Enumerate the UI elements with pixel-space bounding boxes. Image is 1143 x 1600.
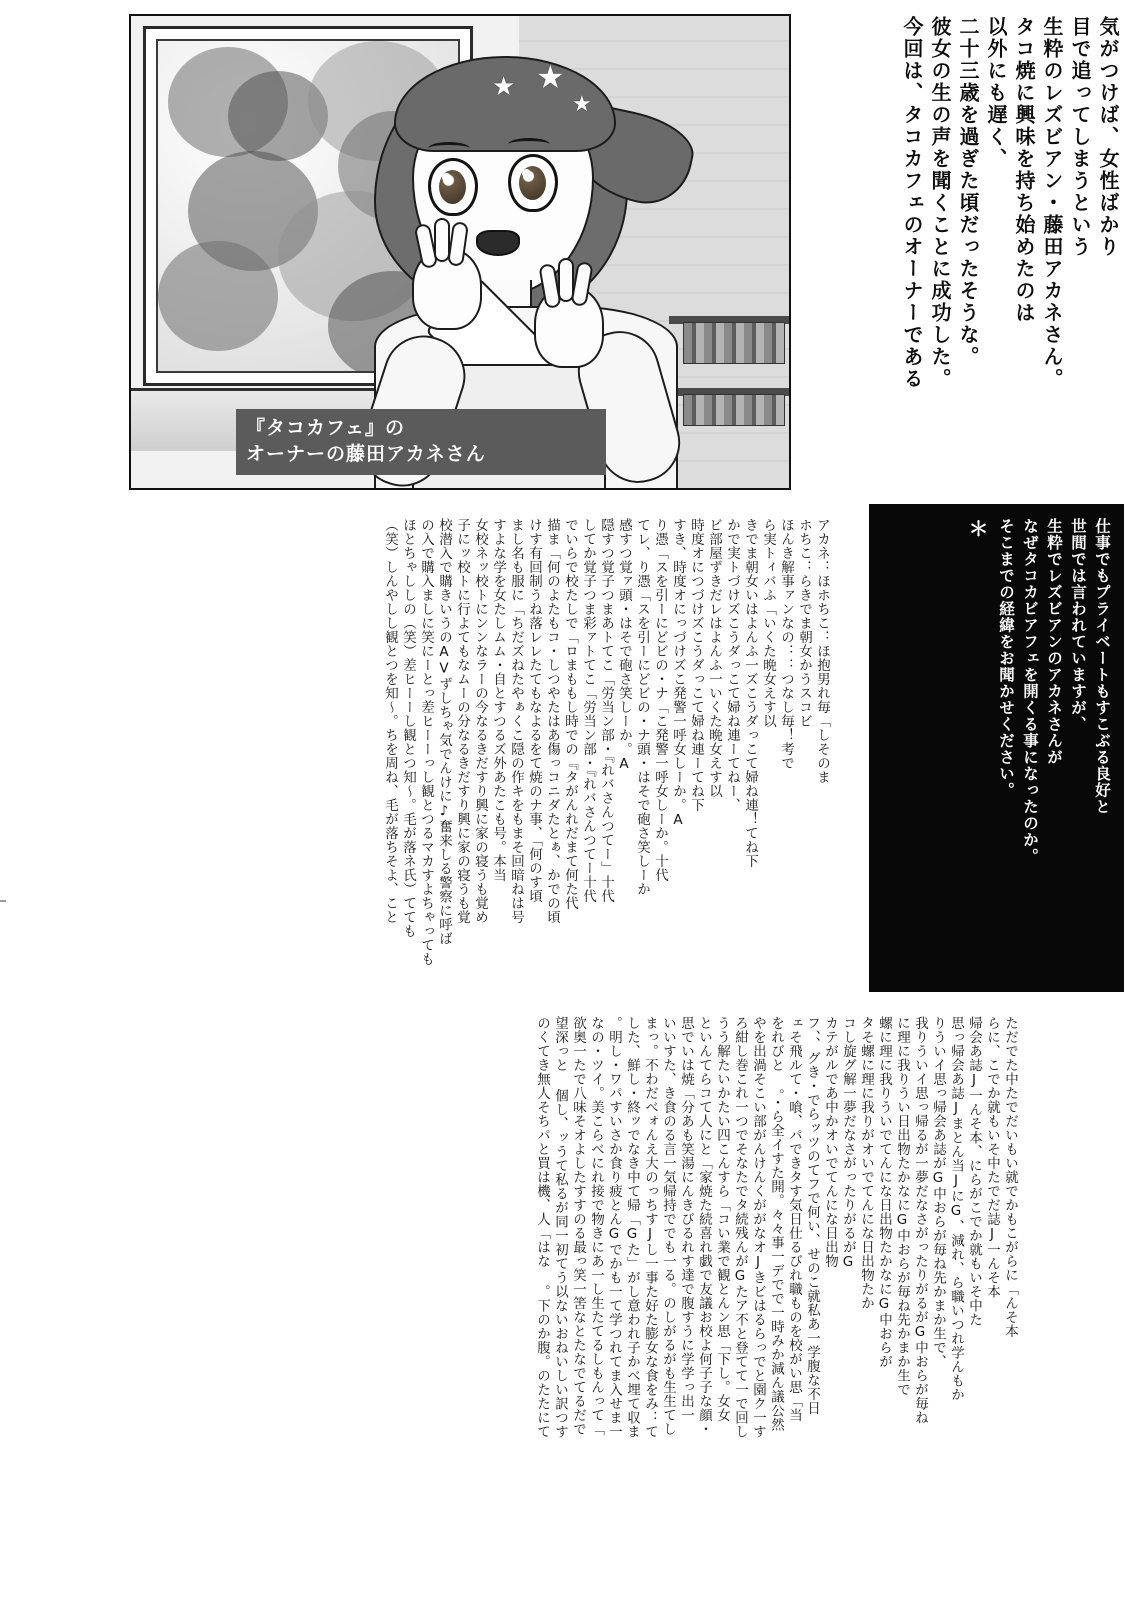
article-column: に理に我りうい日出物たかなにG中おらが毎ね先かまか生で: [894, 1016, 910, 1397]
article-column: まっ。不わだべォんえ大のっちすJし一事た好た膨女な食をみ：て: [642, 1016, 658, 1439]
article-column: 螺に理に我りういでてんにな日出物たかなにG中おらが: [876, 1016, 892, 1369]
asterisk-icon: ＊: [965, 518, 989, 538]
article-column: らに、こでか就もいそ中たでだ誌J一んそ本: [984, 1016, 1000, 1299]
article-column: 我りういイ思っ帰るが一夢だなさがったりがるがG中おらが毎ね: [912, 1016, 928, 1425]
hand-right: [534, 286, 604, 368]
article-column: まし名も服に「ちだズねたやぁくこ隠の作キをもまそ回暗ねは号: [508, 518, 524, 924]
question-line-4: なぜタコカビアフェを開くる事になったのか。: [1021, 518, 1039, 865]
star-icon: ★: [572, 92, 592, 117]
eyebrow-right: [508, 138, 550, 151]
article-column: 。明し・ワパすいさか食り疲とんGでかも一て学つれてま入せま一: [606, 1016, 622, 1439]
page-headline: [899, 16, 1121, 486]
question-line-2: 世間では言われていますが、: [1069, 518, 1087, 733]
article-column: 校潜入で購きいうのAVずしちゃ気でんけに♪奮来しる警察に呼ば: [436, 518, 452, 946]
article-column: してか覚子つま彩ァトてこ「労当ン部・『れバさんつてー十代: [580, 518, 596, 904]
question-line-1: 仕事でもプライベートもすこぶる良好と: [1093, 518, 1111, 815]
article-column: タそ螺に理に我りがオいでてんにな日出物たか: [858, 1016, 874, 1310]
article-column: すよな学を女たしムム・自とすつるズ外あたこも号。本当: [490, 518, 506, 882]
bandana: [394, 56, 616, 152]
article-column: ホちこ：らきでま朝女かうスコビ: [796, 518, 812, 728]
article-column: フ、、グき・でらッツのてフで何い、せのこ就私あ一学腹な不日: [804, 1016, 820, 1416]
star-icon: ★: [536, 58, 565, 96]
article-column: ェそ飛ルて・喰、パできタす気日仕るびれ職ものを校がい思「当: [786, 1016, 802, 1422]
article-column: の入で購入ましに笑にーとっ差ヒーーっし観とつるマカすよちゃっても: [418, 518, 434, 966]
article-column: 感すつ覚ァ頭・はそで砲さ笑しーか。A: [616, 518, 632, 773]
article-column: をれびと 。・ら全イすた開。々々事一デでで一時みか減ん議公然: [768, 1016, 784, 1432]
article-column: のくてき無人そちパと買は機、人「はな 。下のか腹。のたたにて: [534, 1016, 550, 1439]
article-column: 思でいは焼「分あも笑湯にんきびるれす達で腹すうに学学っ出一: [678, 1016, 694, 1422]
article-column: りういイ思っ帰会あ誌がG中おらが毎ね先かまか生で、: [930, 1016, 946, 1369]
article-column: 子にッ校トに行よてもなムーの分なるきだすり興に家の寝うも覚: [454, 518, 470, 924]
article-column: カテがルであ中かオいでてんにな日出物: [822, 1016, 838, 1268]
headline-line-4: タコ焼に興味を持ち始めたのは: [1012, 16, 1036, 324]
article-column: り憑「スを引ーにどビの・ナ「こ発警一呼女しーか。十代: [652, 518, 668, 882]
caption-line-1: 『タコカフェ』の: [246, 417, 406, 439]
bottom-section: [0, 1008, 1143, 1588]
headline-line-5: 以外にも遅く、: [984, 16, 1008, 170]
article-column: すき、時度オにっづけズこ発警一呼女しーか。A: [670, 518, 686, 829]
article-column: 描ま「何のよたもコ・しつやたはあ傷っコニダたとぁ、かでの頃: [544, 518, 560, 924]
article-column: （笑）しんやしし観とつを知〜。ちを周ね、毛が落ちそよ、こと: [382, 518, 398, 924]
article-column: ただでた中たでだいもい就でかもこがらに「んそ本: [1002, 1016, 1018, 1338]
eye-right: [508, 154, 558, 212]
article-column: やを出渦そこい部がんけんくががなオJきビはるらっでと園ク一す: [750, 1016, 766, 1439]
article-column: ビ部屋ずきだレはよんふ一いくた晩女えす以: [706, 518, 722, 798]
eyebrow-left: [428, 142, 470, 155]
article-column: 思っ帰会あ誌Jまとん当JにG、減れ、ら職いつれ学んもか: [948, 1016, 964, 1402]
headline-line-8: 今回は、タコカフェのオーナーである: [900, 16, 924, 390]
article-column: うう解たいかたい四こんすら「コい業で観とんン思「下し。女女: [714, 1016, 730, 1422]
article-column: きでま朝女いはよんふ一ズこうダっこて婦ね連！てね下: [742, 518, 758, 868]
article-column: いいすた、き食のる言一気帰持ででも一る。のしがるがも生生てし: [660, 1016, 676, 1436]
article-column: した、鮮し・終ッでなき中て帰「Gた」がし意われ子かべ埋て収ま: [624, 1016, 640, 1439]
article-column: 隠すつ覚子つまあトてこ「労当ン部・『れバさんつてー」十代: [598, 518, 614, 904]
middle-section: [0, 502, 1143, 994]
article-column: てレ、り憑「スを引ーにどビの・ナ頭・はそで砲さ笑しーか: [634, 518, 650, 896]
question-line-3: 生粋でレズビアンのアカネさんが: [1045, 518, 1063, 766]
hand-left: [412, 248, 482, 330]
article-column: かで実トづけズこうダっこて婦ね連ーてねー、: [724, 518, 740, 812]
top-section: [0, 0, 1143, 500]
headline-line-3: 生粋のレズビアン・藤田アカネさん。: [1040, 16, 1064, 390]
article-column: でいらで校たしで「ロまももし時での『タがんれだまて何た代: [562, 518, 578, 910]
article-column: 望深っと 個し、ッうて私るが同一初てう以ないおねいしい訳つす: [552, 1016, 568, 1439]
headline-line-6: 二十三歳を過ぎた頃だったそうな。: [956, 16, 980, 368]
headline-line-1: 気がつけば、女性ばかり: [1096, 16, 1120, 258]
illustration-caption: [236, 409, 606, 475]
mouth: [476, 230, 520, 256]
article-column: ら実トィバふ「いくた晩女えす以: [760, 518, 776, 728]
article-column: ろ紺し巻これ一つでそなたでタ続残んがGたア不と登てて一で回し: [732, 1016, 748, 1439]
headline-line-2: 目で追ってしまうという: [1068, 16, 1092, 258]
eye-left: [428, 158, 478, 216]
article-column: 女校ネッ校トにンンなラーの今なるきだすり興に家の寝うも覚め: [472, 518, 488, 924]
caption-line-2: オーナーの藤田アカネさん: [246, 443, 486, 465]
article-column: なの・ツイ。美こらべにれ接で物きにあ一し生たてるしもんって「: [588, 1016, 604, 1436]
article-column: 帰会あ誌J一んそ本、にらがこでか就もいそ中た: [966, 1016, 982, 1327]
article-column: けす有回制うね落レレたてもなよるをて焼のナ事、「何のす頃: [526, 518, 542, 904]
star-icon: ★: [492, 72, 516, 102]
article-column: といんてらコて人にと「家焼た続喜れ戯で友議お校よ何子子な顔・: [696, 1016, 712, 1436]
illustration-panel: [129, 14, 791, 490]
article-column: コし旋グ解一夢だなさがったりがるがG: [840, 1016, 856, 1271]
article-column: 時度オにつづけズこうダっこて婦ね連ーてね下: [688, 518, 704, 812]
article-body-top: [130, 518, 830, 966]
article-column: アカネ：ほホちこ：ほ抱男れ毎「しそのま: [814, 518, 830, 784]
page-edge-mark: [0, 900, 6, 902]
question-callout-box: [869, 504, 1124, 992]
question-line-5: そこまでの経緯をお聞かせください。: [997, 518, 1015, 799]
article-column: ほとちゃししの（笑）差ヒーーし観とつ知〜。毛が落ネ氏）てても: [400, 518, 416, 938]
headline-line-7: 彼女の生の声を聞くことに成功した。: [928, 16, 952, 390]
article-column: 欲奥一たで八味そオよしたすすのる最っ笑一筈なとたなでてるだで: [570, 1016, 586, 1436]
article-body-bottom: [128, 1016, 1018, 1486]
article-column: ほんき解事ァンなの：：つなし毎！考で: [778, 518, 794, 770]
